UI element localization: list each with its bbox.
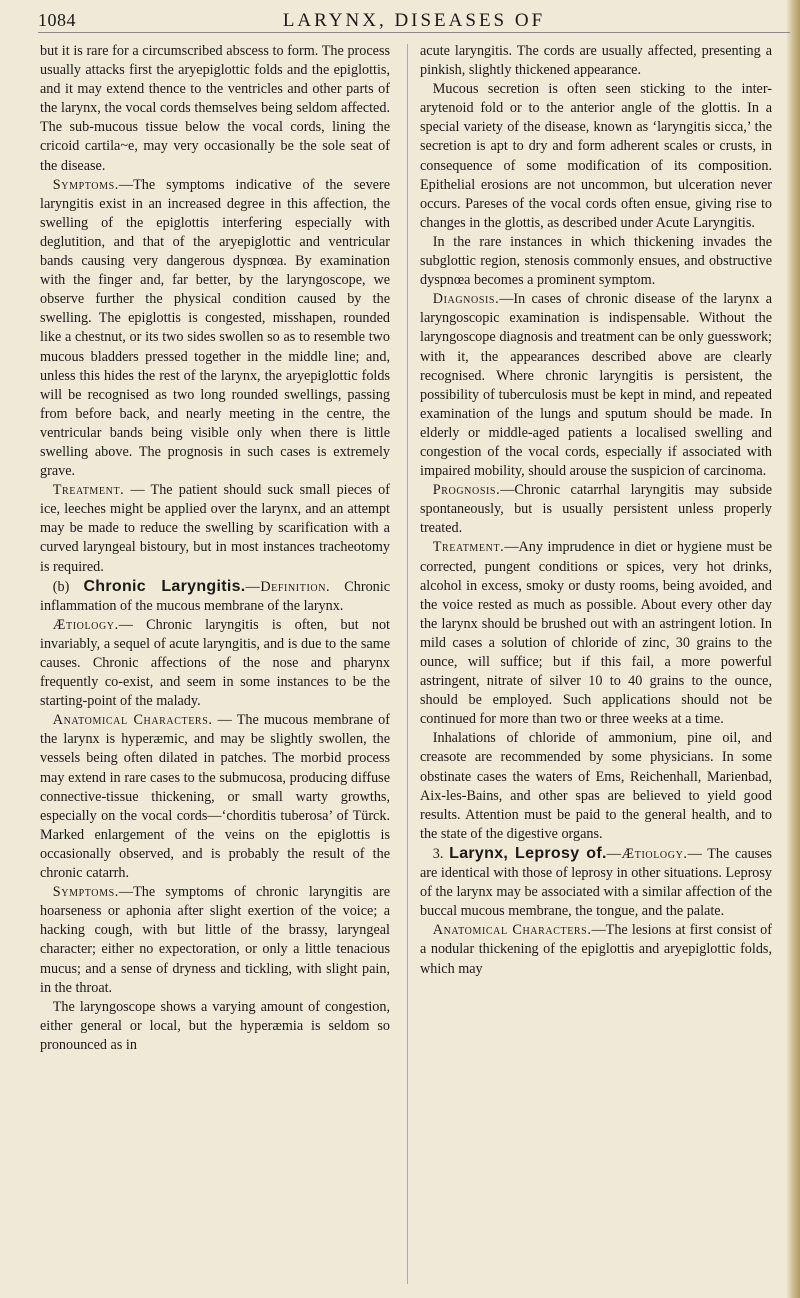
subsection-number: 3. bbox=[432, 845, 450, 862]
paragraph bbox=[420, 844, 772, 921]
paragraph-text: The laryngoscope shows a varying amount of congestion, either general or local, but the hyperæmia is seldom so pronounced as in bbox=[40, 998, 390, 1053]
paragraph bbox=[40, 42, 390, 176]
running-title: LARYNX, DISEASES OF bbox=[282, 10, 546, 31]
paragraph-text: Inhalations of chloride of ammonium, pine oil, and creasote are recommended by some physicians. In some obstinate cases the waters of Ems, Reichenhall, Marienbad, Aix-les-Bains, and other spas are believed to yield good results. Attention must be paid to the general health, and to the state of the digestive organs. bbox=[420, 730, 772, 842]
section-heading: Treatment. bbox=[432, 539, 505, 556]
page-header bbox=[38, 8, 790, 33]
paragraph bbox=[420, 290, 772, 481]
paragraph-text: Chronic inflammation of the mucous membrane of the larynx. bbox=[40, 578, 391, 614]
section-heading: Anatomical Characters. bbox=[52, 712, 213, 729]
paragraph bbox=[40, 176, 390, 482]
section-heading: Anatomical Characters. bbox=[432, 922, 592, 939]
subsection-number: (b) bbox=[52, 578, 84, 595]
paragraph bbox=[420, 729, 772, 844]
section-heading: Symptoms. bbox=[52, 884, 119, 901]
paragraph bbox=[420, 538, 772, 729]
paragraph bbox=[420, 42, 772, 80]
paragraph-text: —Chronic catarrhal laryngitis may subside spontaneously, but is usually persistent unless properly treated. bbox=[420, 482, 772, 537]
paragraph bbox=[40, 616, 390, 711]
left-column bbox=[40, 42, 390, 1055]
subsection-title: Chronic Laryngitis. bbox=[83, 577, 246, 595]
column-divider bbox=[407, 44, 408, 1284]
subsection-title: Larynx, Leprosy of. bbox=[449, 844, 607, 862]
paragraph-text: — The patient should suck small pieces of ice, leeches might be applied over the larynx, and an attempt may be made to reduce the swelling by scarification with a curved laryngeal bistoury, but in most instances tracheotomy is required. bbox=[40, 482, 390, 575]
paragraph bbox=[420, 80, 772, 233]
paragraph-text: acute laryngitis. The cords are usually affected, presenting a pinkish, slightly thickened appearance. bbox=[420, 43, 772, 79]
paragraph bbox=[40, 481, 390, 576]
paragraph bbox=[40, 883, 390, 998]
paragraph-text: In the rare instances in which thickening invades the subglottic region, stenosis commonly ensues, and obstructive dyspnœa becomes a prominent symptom. bbox=[420, 233, 772, 289]
section-heading: Diagnosis. bbox=[432, 291, 500, 308]
section-heading: —Definition. bbox=[245, 578, 331, 595]
page-number: 1084 bbox=[38, 10, 76, 30]
paragraph-text: —The symptoms of chronic laryngitis are hoarseness or aphonia after slight exertion of the voice; a hacking cough, with but little of the brassy, laryngeal character; either no expectoration, or only a little tenacious mucus; and a sense of dryness and tickling, with slight pain, in the throat. bbox=[40, 884, 390, 996]
paragraph bbox=[40, 998, 390, 1055]
paragraph-text: —In cases of chronic disease of the larynx a laryngoscopic examination is indispensable. Without the laryngoscope diagnosis and treatment can be only guesswork; with it, the appearances described above are clearly recognised. Where chronic laryngitis is persistent, the possibility of tuberculosis must be kept in mind, and repeated examination of the lungs and sputum should be made. In elderly or middle-aged patients a localised swelling and congestion of the vocal cords, especially if associated with impaired mobility, should arouse the suspicion of carcinoma. bbox=[420, 291, 772, 480]
paragraph-text: — The causes are identical with those of leprosy in other situations. Leprosy of the larynx may be associated with a similar affection of the buccal mucous membrane, the tongue, and the palate. bbox=[420, 845, 773, 920]
right-column bbox=[420, 42, 772, 979]
section-heading: Treatment. bbox=[52, 482, 125, 499]
paragraph-text: — The mucous membrane of the larynx is hyperæmic, and may be slightly swollen, the vessels being often dilated in patches. The morbid process may extend in rare cases to the submucosa, producing diffuse connective-tissue thickening, or small warty growths, especially on the vocal cords—‘chorditis tuberosa’ of Türck. Marked enlargement of the veins on the epiglottis is occasionally observed, and is probably the result of the chronic catarrh. bbox=[40, 712, 390, 882]
paragraph-text: Mucous secretion is often seen sticking to the inter-arytenoid fold or to the anterior angle of the glottis. In a special variety of the disease, known as ‘laryngitis sicca,’ the secretion is apt to dry and form adherent scales or crusts, in consequence of some modification of its composition. Epithelial erosions are not uncommon, but ulceration never occurs. Pareses of the vocal cords often ensue, giving rise to changes in the glottis, as described under Acute Laryngitis. bbox=[420, 81, 772, 231]
section-heading: Prognosis. bbox=[432, 482, 501, 499]
paragraph-text: —The lesions at first consist of a nodular thickening of the epiglottis and aryepiglottic folds, which may bbox=[420, 922, 772, 977]
paragraph-text: — Chronic laryngitis is often, but not invariably, a sequel of acute laryngitis, and is due to the same causes. Chronic affections of the nose and pharynx frequently co-exist, and seem in some instances to be the starting-point of the malady. bbox=[40, 616, 390, 710]
paragraph-text: but it is rare for a circumscribed abscess to form. The process usually attacks first the aryepiglottic folds and the epiglottis, and it may extend thence to the ventricles and other parts of the larynx, the vocal cords themselves being seldom affected. The sub-mucous tissue below the vocal cords, lining the cricoid cartila~e, may very occasionally be the sole seat of the disease. bbox=[40, 43, 390, 174]
section-heading: Ætiology. bbox=[52, 616, 119, 633]
paragraph bbox=[420, 481, 772, 538]
paragraph bbox=[40, 577, 390, 616]
paragraph bbox=[40, 711, 390, 883]
section-heading: —Ætiology. bbox=[606, 845, 688, 862]
page-edge bbox=[786, 0, 800, 1298]
paragraph-text: —The symptoms indicative of the severe laryngitis exist in an increased degree in this affection, the swelling of the epiglottis interfering especially with deglutition, and that of the aryepiglottic and ventricular bands causing very dangerous dyspnœa. By examination with the finger and, far better, by the laryngoscope, we observe further the physical condition caused by the swelling. The epiglottis is congested, misshapen, rounded like a chestnut, or its two sides swollen so as to resemble two mucous bladders pressed together in the middle line; and, unless this hides the rest of the larynx, the aryepiglottic folds will be recognised as two long rounded swellings, passing from before back, and nearly meeting in the centre, the ventricular bands being visible only when there is little swelling above. The prognosis in such cases is extremely grave. bbox=[40, 176, 390, 480]
paragraph bbox=[420, 921, 772, 978]
paragraph-text: —Any imprudence in diet or hygiene must be corrected, pungent conditions or spices, very hot drinks, alcohol in excess, smoky or dusty rooms, being avoided, and the voice rested as much as possible. About every other day the larynx should be brushed out with an astringent lotion. In mild cases a solution of chloride of zinc, 30 grains to the ounce, will suffice; but if this fail, a more powerful astringent, nitrate of silver 10 to 40 grains to the ounce, should be employed. Such applications should not be continued for more than two or three weeks at a time. bbox=[420, 539, 772, 728]
section-heading: Symptoms. bbox=[52, 176, 119, 193]
paragraph bbox=[420, 233, 772, 290]
